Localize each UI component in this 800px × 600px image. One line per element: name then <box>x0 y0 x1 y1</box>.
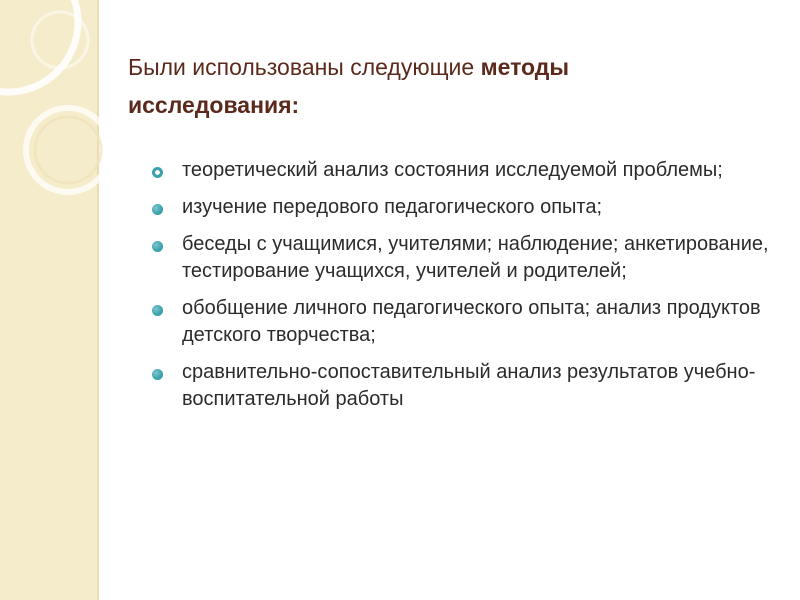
list-item <box>150 157 790 184</box>
list-item-text: изучение передового педагогического опыта; <box>182 196 603 218</box>
bullet-list <box>150 157 790 423</box>
list-item <box>150 194 790 221</box>
list-item <box>150 231 790 285</box>
list-item <box>150 295 790 349</box>
bullet-icon <box>152 204 163 215</box>
side-panel <box>0 0 97 600</box>
title-bold-second: исследования: <box>128 92 300 118</box>
list-item-text: теоретический анализ состояния исследуемой проблемы; <box>182 159 723 181</box>
bullet-icon <box>152 241 163 252</box>
bullet-icon <box>152 167 163 178</box>
list-item <box>150 359 790 413</box>
list-item-text: беседы с учащимися, учителями; наблюдение; анкетирование, тестирование учащихся, учителей и родителей; <box>182 233 769 282</box>
side-divider <box>97 0 99 600</box>
list-item-text: сравнительно-сопоставительный анализ результатов учебно-воспитательной работы <box>182 361 756 410</box>
slide-title <box>128 48 768 124</box>
title-bold-first: методы <box>480 54 570 80</box>
bullet-icon <box>152 369 163 380</box>
bullet-icon <box>152 305 163 316</box>
title-regular: Были использованы следующие <box>128 54 481 80</box>
list-item-text: обобщение личного педагогического опыта; анализ продуктов детского творчества; <box>182 297 761 346</box>
